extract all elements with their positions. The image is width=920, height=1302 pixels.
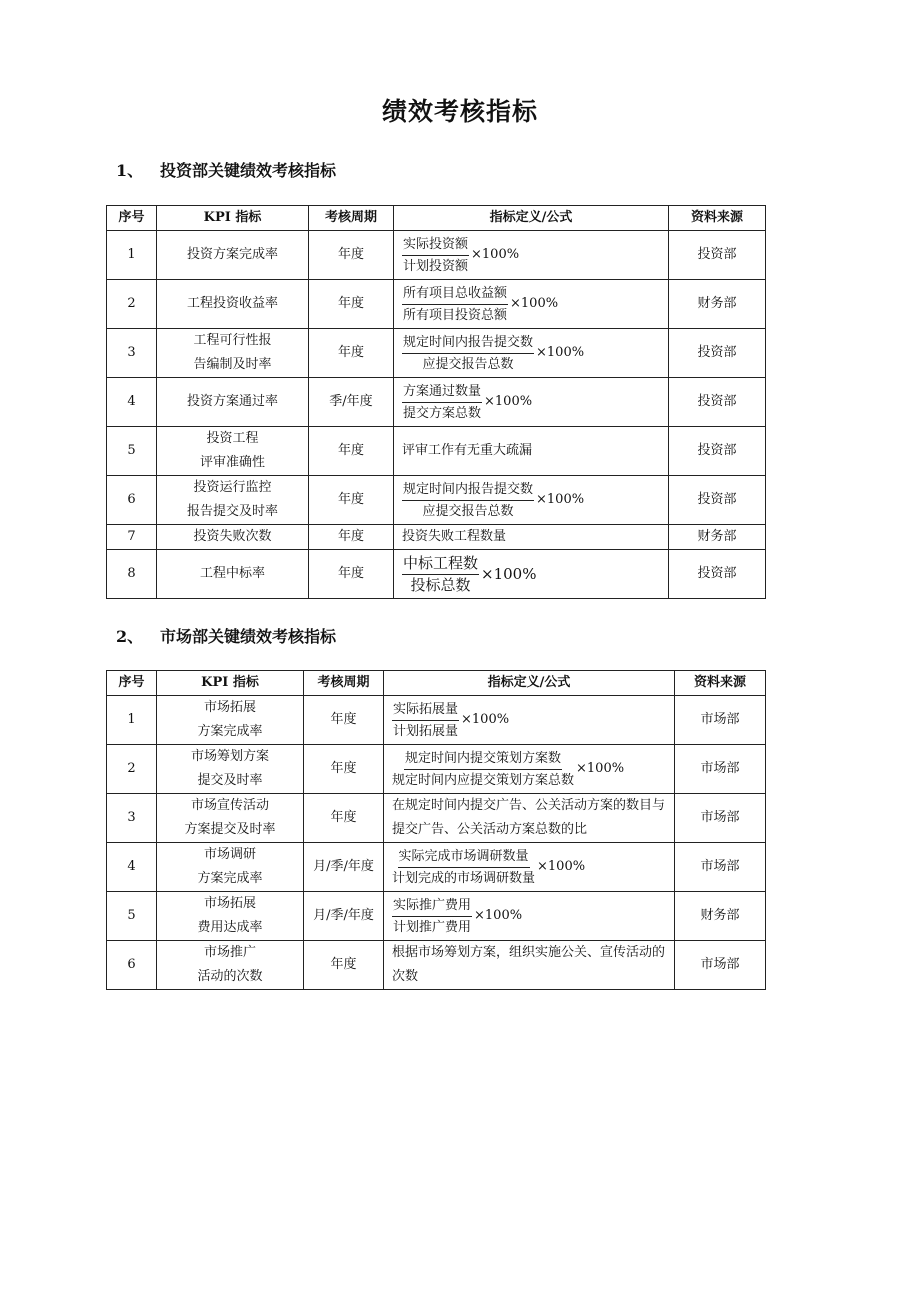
kpi-name bbox=[157, 427, 309, 476]
data-source: 市场部 bbox=[675, 941, 766, 990]
row-number: 6 bbox=[107, 476, 157, 525]
data-source: 投资部 bbox=[669, 550, 766, 599]
formula-numerator: 所有项目总收益额 bbox=[402, 283, 508, 305]
formula-multiplier: ×100% bbox=[471, 247, 520, 262]
table-row bbox=[107, 892, 766, 941]
definition-formula bbox=[394, 525, 669, 550]
column-header: 指标定义/公式 bbox=[384, 671, 675, 696]
formula-multiplier: ×100% bbox=[536, 345, 585, 360]
kpi-name bbox=[157, 794, 304, 843]
definition-text: 在规定时间内提交广告、公关活动方案的数目与提交广告、公关活动方案总数的比 bbox=[392, 798, 666, 837]
assessment-period: 年度 bbox=[309, 476, 394, 525]
column-header: 序号 bbox=[107, 206, 157, 231]
assessment-period: 年度 bbox=[304, 794, 384, 843]
definition-text: 投资失败工程数量 bbox=[402, 529, 507, 544]
assessment-period: 年度 bbox=[304, 941, 384, 990]
data-source: 投资部 bbox=[669, 329, 766, 378]
formula-denominator: 所有项目投资总额 bbox=[403, 307, 508, 323]
definition-formula bbox=[394, 329, 669, 378]
data-source: 市场部 bbox=[675, 745, 766, 794]
definition-formula bbox=[394, 427, 669, 476]
kpi-name-line: 市场推广 bbox=[203, 945, 256, 960]
data-source: 财务部 bbox=[669, 280, 766, 329]
table-row bbox=[107, 794, 766, 843]
kpi-table bbox=[106, 670, 766, 990]
assessment-period: 年度 bbox=[304, 696, 384, 745]
formula-fraction bbox=[402, 234, 469, 277]
table-row bbox=[107, 525, 766, 550]
formula-multiplier: ×100% bbox=[537, 859, 586, 874]
definition-text: 评审工作有无重大疏漏 bbox=[402, 443, 533, 458]
kpi-name-line: 投资运行监控 bbox=[193, 480, 272, 495]
definition-formula bbox=[384, 941, 675, 990]
kpi-name-line: 报告提交及时率 bbox=[186, 504, 278, 519]
kpi-name-line: 市场筹划方案 bbox=[190, 749, 269, 764]
formula-fraction bbox=[392, 895, 472, 938]
row-number: 6 bbox=[107, 941, 157, 990]
data-source: 投资部 bbox=[669, 476, 766, 525]
kpi-name-line: 方案完成率 bbox=[197, 871, 263, 886]
column-header: 考核周期 bbox=[304, 671, 384, 696]
formula-numerator: 中标工程数 bbox=[402, 553, 479, 575]
definition-formula bbox=[394, 476, 669, 525]
column-header: 指标定义/公式 bbox=[394, 206, 669, 231]
row-number: 2 bbox=[107, 745, 157, 794]
kpi-name-line: 费用达成率 bbox=[197, 920, 263, 935]
definition-formula bbox=[384, 843, 675, 892]
formula-denominator: 应提交报告总数 bbox=[422, 356, 514, 372]
row-number: 3 bbox=[107, 329, 157, 378]
kpi-name-line: 方案完成率 bbox=[197, 724, 263, 739]
definition-formula bbox=[394, 280, 669, 329]
kpi-name bbox=[157, 745, 304, 794]
assessment-period: 月/季/年度 bbox=[304, 843, 384, 892]
data-source: 投资部 bbox=[669, 231, 766, 280]
kpi-name bbox=[157, 525, 309, 550]
row-number: 4 bbox=[107, 843, 157, 892]
formula-numerator: 实际完成市场调研数量 bbox=[398, 846, 530, 868]
formula-fraction bbox=[392, 846, 535, 889]
data-source: 市场部 bbox=[675, 794, 766, 843]
table-row bbox=[107, 231, 766, 280]
formula-fraction bbox=[392, 699, 459, 742]
row-number: 5 bbox=[107, 427, 157, 476]
definition-text: 根据市场筹划方案，组织实施公关、宣传活动的次数 bbox=[392, 945, 666, 984]
table-row bbox=[107, 427, 766, 476]
column-header: 资料来源 bbox=[675, 671, 766, 696]
kpi-name-line: 市场宣传活动 bbox=[190, 798, 269, 813]
kpi-name-line: 市场拓展 bbox=[203, 700, 256, 715]
kpi-name-line: 告编制及时率 bbox=[193, 357, 272, 372]
formula-multiplier: ×100% bbox=[461, 712, 510, 727]
formula-multiplier: ×100% bbox=[510, 296, 559, 311]
kpi-name bbox=[157, 941, 304, 990]
row-number: 3 bbox=[107, 794, 157, 843]
formula-multiplier: ×100% bbox=[536, 492, 585, 507]
kpi-name bbox=[157, 378, 309, 427]
formula-multiplier: ×100% bbox=[576, 761, 625, 776]
document-title: 绩效考核指标 bbox=[381, 97, 538, 126]
kpi-name-line: 提交及时率 bbox=[197, 773, 263, 788]
definition-formula bbox=[394, 231, 669, 280]
formula-numerator: 规定时间内报告提交数 bbox=[402, 332, 534, 354]
formula-denominator: 计划推广费用 bbox=[393, 919, 472, 935]
formula-fraction bbox=[402, 381, 482, 424]
kpi-name bbox=[157, 696, 304, 745]
row-number: 4 bbox=[107, 378, 157, 427]
kpi-name-line: 活动的次数 bbox=[197, 969, 263, 984]
table-row bbox=[107, 280, 766, 329]
table-row bbox=[107, 696, 766, 745]
formula-fraction bbox=[392, 748, 574, 791]
definition-formula bbox=[384, 892, 675, 941]
table-row bbox=[107, 745, 766, 794]
assessment-period: 年度 bbox=[309, 280, 394, 329]
section-number: 1、 bbox=[116, 161, 144, 180]
row-number: 8 bbox=[107, 550, 157, 599]
kpi-name-line: 市场调研 bbox=[203, 847, 256, 862]
section-title: 投资部关键绩效考核指标 bbox=[160, 161, 337, 180]
assessment-period: 年度 bbox=[309, 427, 394, 476]
kpi-name-line: 评审准确性 bbox=[199, 455, 265, 470]
kpi-name-line: 工程投资收益率 bbox=[186, 296, 278, 311]
data-source: 财务部 bbox=[669, 525, 766, 550]
table-row bbox=[107, 378, 766, 427]
formula-numerator: 规定时间内提交策划方案数 bbox=[404, 748, 562, 770]
row-number: 1 bbox=[107, 231, 157, 280]
assessment-period: 月/季/年度 bbox=[304, 892, 384, 941]
formula-numerator: 实际拓展量 bbox=[392, 699, 459, 721]
formula-numerator: 实际投资额 bbox=[402, 234, 469, 256]
row-number: 7 bbox=[107, 525, 157, 550]
formula-denominator: 提交方案总数 bbox=[403, 405, 482, 421]
table-row bbox=[107, 550, 766, 599]
kpi-name-line: 投资失败次数 bbox=[193, 529, 272, 544]
column-header: 考核周期 bbox=[309, 206, 394, 231]
assessment-period: 季/年度 bbox=[309, 378, 394, 427]
definition-formula bbox=[394, 378, 669, 427]
kpi-name bbox=[157, 550, 309, 599]
formula-multiplier: ×100% bbox=[474, 908, 523, 923]
formula-denominator: 计划投资额 bbox=[403, 258, 469, 274]
formula-denominator: 投标总数 bbox=[410, 575, 471, 594]
column-header: KPI 指标 bbox=[157, 671, 304, 696]
kpi-name-line: 工程中标率 bbox=[199, 566, 265, 581]
column-header: KPI 指标 bbox=[157, 206, 309, 231]
data-source: 投资部 bbox=[669, 427, 766, 476]
formula-denominator: 计划完成的市场调研数量 bbox=[392, 870, 536, 886]
table-row bbox=[107, 843, 766, 892]
kpi-name-line: 工程可行性报 bbox=[193, 333, 272, 348]
column-header: 序号 bbox=[107, 671, 157, 696]
data-source: 市场部 bbox=[675, 696, 766, 745]
data-source: 投资部 bbox=[669, 378, 766, 427]
kpi-name bbox=[157, 280, 309, 329]
formula-fraction bbox=[402, 332, 534, 375]
definition-formula bbox=[384, 696, 675, 745]
kpi-name-line: 投资工程 bbox=[206, 431, 259, 446]
formula-multiplier: ×100% bbox=[484, 394, 533, 409]
definition-formula bbox=[384, 794, 675, 843]
formula-numerator: 规定时间内报告提交数 bbox=[402, 479, 534, 501]
kpi-name bbox=[157, 892, 304, 941]
kpi-name bbox=[157, 843, 304, 892]
kpi-name-line: 投资方案通过率 bbox=[186, 394, 278, 409]
row-number: 1 bbox=[107, 696, 157, 745]
data-source: 财务部 bbox=[675, 892, 766, 941]
formula-fraction bbox=[402, 479, 534, 522]
kpi-name-line: 投资方案完成率 bbox=[186, 247, 278, 262]
formula-fraction bbox=[402, 283, 508, 326]
assessment-period: 年度 bbox=[304, 745, 384, 794]
kpi-name bbox=[157, 476, 309, 525]
table-header-row bbox=[107, 671, 766, 696]
assessment-period: 年度 bbox=[309, 231, 394, 280]
formula-numerator: 实际推广费用 bbox=[392, 895, 472, 917]
section-title: 市场部关键绩效考核指标 bbox=[160, 627, 337, 646]
row-number: 2 bbox=[107, 280, 157, 329]
formula-denominator: 规定时间内应提交策划方案总数 bbox=[392, 772, 575, 788]
kpi-name-line: 市场拓展 bbox=[203, 896, 256, 911]
definition-formula bbox=[384, 745, 675, 794]
table-row bbox=[107, 329, 766, 378]
column-header: 资料来源 bbox=[669, 206, 766, 231]
table-row bbox=[107, 941, 766, 990]
kpi-name bbox=[157, 231, 309, 280]
assessment-period: 年度 bbox=[309, 525, 394, 550]
kpi-table bbox=[106, 205, 766, 599]
formula-denominator: 应提交报告总数 bbox=[422, 503, 514, 519]
kpi-name bbox=[157, 329, 309, 378]
formula-numerator: 方案通过数量 bbox=[402, 381, 482, 403]
kpi-name-line: 方案提交及时率 bbox=[184, 822, 276, 837]
formula-denominator: 计划拓展量 bbox=[393, 723, 459, 739]
table-row bbox=[107, 476, 766, 525]
section-heading bbox=[116, 624, 336, 647]
table-header-row bbox=[107, 206, 766, 231]
definition-formula bbox=[394, 550, 669, 599]
assessment-period: 年度 bbox=[309, 329, 394, 378]
row-number: 5 bbox=[107, 892, 157, 941]
assessment-period: 年度 bbox=[309, 550, 394, 599]
formula-multiplier: ×100% bbox=[481, 565, 537, 583]
section-heading bbox=[116, 158, 336, 181]
section-number: 2、 bbox=[116, 627, 144, 646]
formula-fraction bbox=[402, 553, 479, 596]
data-source: 市场部 bbox=[675, 843, 766, 892]
